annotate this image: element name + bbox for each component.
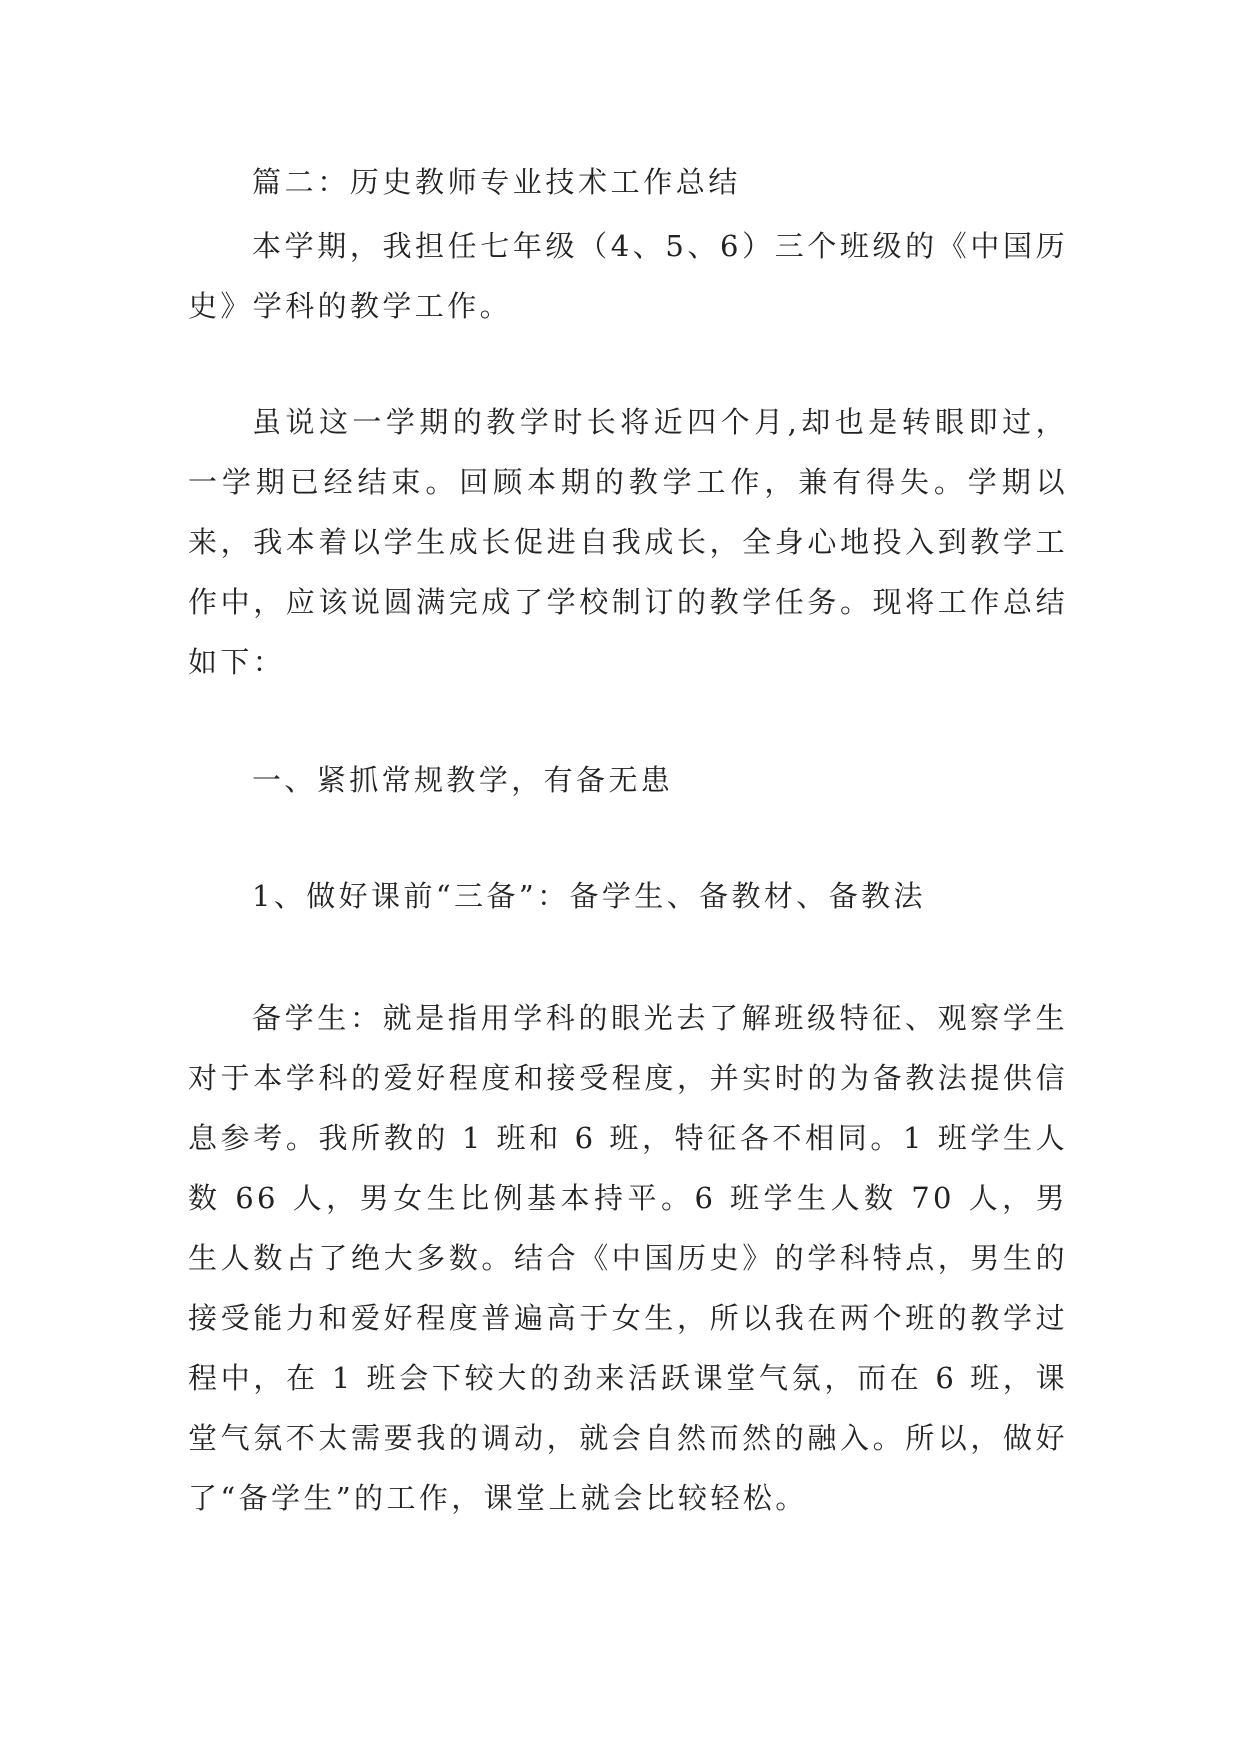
document-body xyxy=(188,152,1068,1528)
subsection-heading: 1、做好课前“三备”：备学生、备教材、备教法 xyxy=(252,879,926,913)
students-paragraph: 备学生：就是指用学科的眼光去了解班级特征、观察学生对于本学科的爱好程度和接受程度，并实时的为备教法提供信息参考。我所教的 1 班和 6 班，特征各不相同。1 班学生人数 66 人，男女生比例基本持平。6 班学生人数 70 人，男生人数占了绝大多数。结合《中国历史》的学科特点，男生的接受能力和爱好程度普遍高于女生，所以我在两个班的教学过程中，在 1 班会下较大的劲来活跃课堂气氛，而在 6 班，课堂气氛不太需要我的调动，就会自然而然的融入。所以，做好了“备学生”的工作，课堂上就会比较轻松。 xyxy=(188,1001,1068,1515)
section-heading: 一、紧抓常规教学，有备无患 xyxy=(252,763,674,797)
intro-paragraph: 本学期，我担任七年级（4、5、6）三个班级的《中国历史》学科的教学工作。 xyxy=(188,229,1068,323)
document-title: 篇二：历史教师专业技术工作总结 xyxy=(252,165,742,199)
overview-paragraph: 虽说这一学期的教学时长将近四个月,却也是转眼即过，一学期已经结束。回顾本期的教学工作，兼有得失。学期以来，我本着以学生成长促进自我成长，全身心地投入到教学工作中，应该说圆满完成了学校制订的教学任务。现将工作总结如下： xyxy=(188,405,1068,679)
